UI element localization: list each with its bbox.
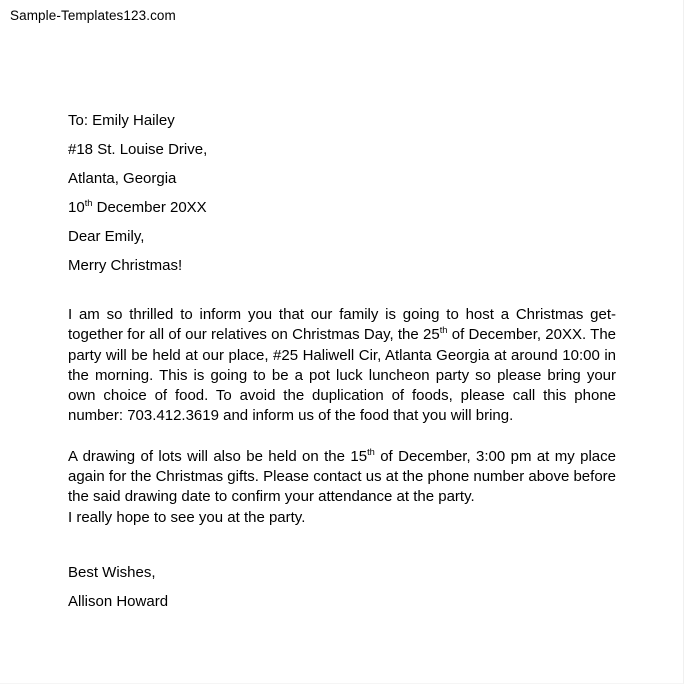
body-paragraph-one: [68, 305, 616, 427]
salutation-line: Dear Emily,: [68, 228, 145, 245]
date-ordinal-suffix: th: [84, 198, 93, 208]
letter-body-container: [68, 106, 616, 616]
letter-date-line: [68, 193, 616, 222]
recipient-street-line: #18 St. Louise Drive,: [68, 141, 208, 158]
signature-name-line: Allison Howard: [68, 592, 169, 610]
body-paragraph-three: [68, 508, 616, 528]
recipient-city-state-line: Atlanta, Georgia: [68, 170, 177, 187]
paragraph-two-text-part-one: A drawing of lots will also be held on the 15: [68, 447, 368, 465]
paragraph-one-text-part-one: I am so thrilled to inform you that our family is going to host a Christmas get-together for all of our relatives on Christmas Day, the 25: [68, 306, 616, 344]
christmas-day-ordinal-suffix: th: [439, 325, 448, 336]
watermark-site-name: Sample-Templates123.com: [10, 8, 176, 23]
closing-block: [68, 558, 616, 616]
recipient-name-line: To: Emily Hailey: [68, 112, 175, 129]
paragraph-two-text-part-two: of December, 3:00 pm at my place again for the Christmas gifts. Please contact us at the phone number above before the said drawing date to confirm your attendance at the party.: [68, 447, 616, 506]
recipient-address-block: [68, 106, 616, 222]
closing-hope-line: I really hope to see you at the party.: [68, 508, 306, 526]
date-month-year: December 20XX: [92, 199, 207, 216]
date-day-number: 10: [68, 199, 85, 216]
body-paragraph-two: [68, 447, 616, 508]
greeting-line: Merry Christmas!: [68, 257, 183, 274]
paragraph-one-text-part-two: of December, 20XX. The party will be held at our place, #25 Haliwell Cir, Atlanta Georgia at around 10:00 in the morning. This is going to be a pot luck luncheon party so please bring your own choice of food. To avoid the duplication of foods, please call this phone number: 703.412.3619 and inform us of the food that you will bring.: [68, 326, 617, 425]
valediction-line: Best Wishes,: [68, 563, 156, 581]
drawing-date-ordinal-suffix: th: [367, 446, 375, 457]
salutation-block: [68, 222, 616, 280]
